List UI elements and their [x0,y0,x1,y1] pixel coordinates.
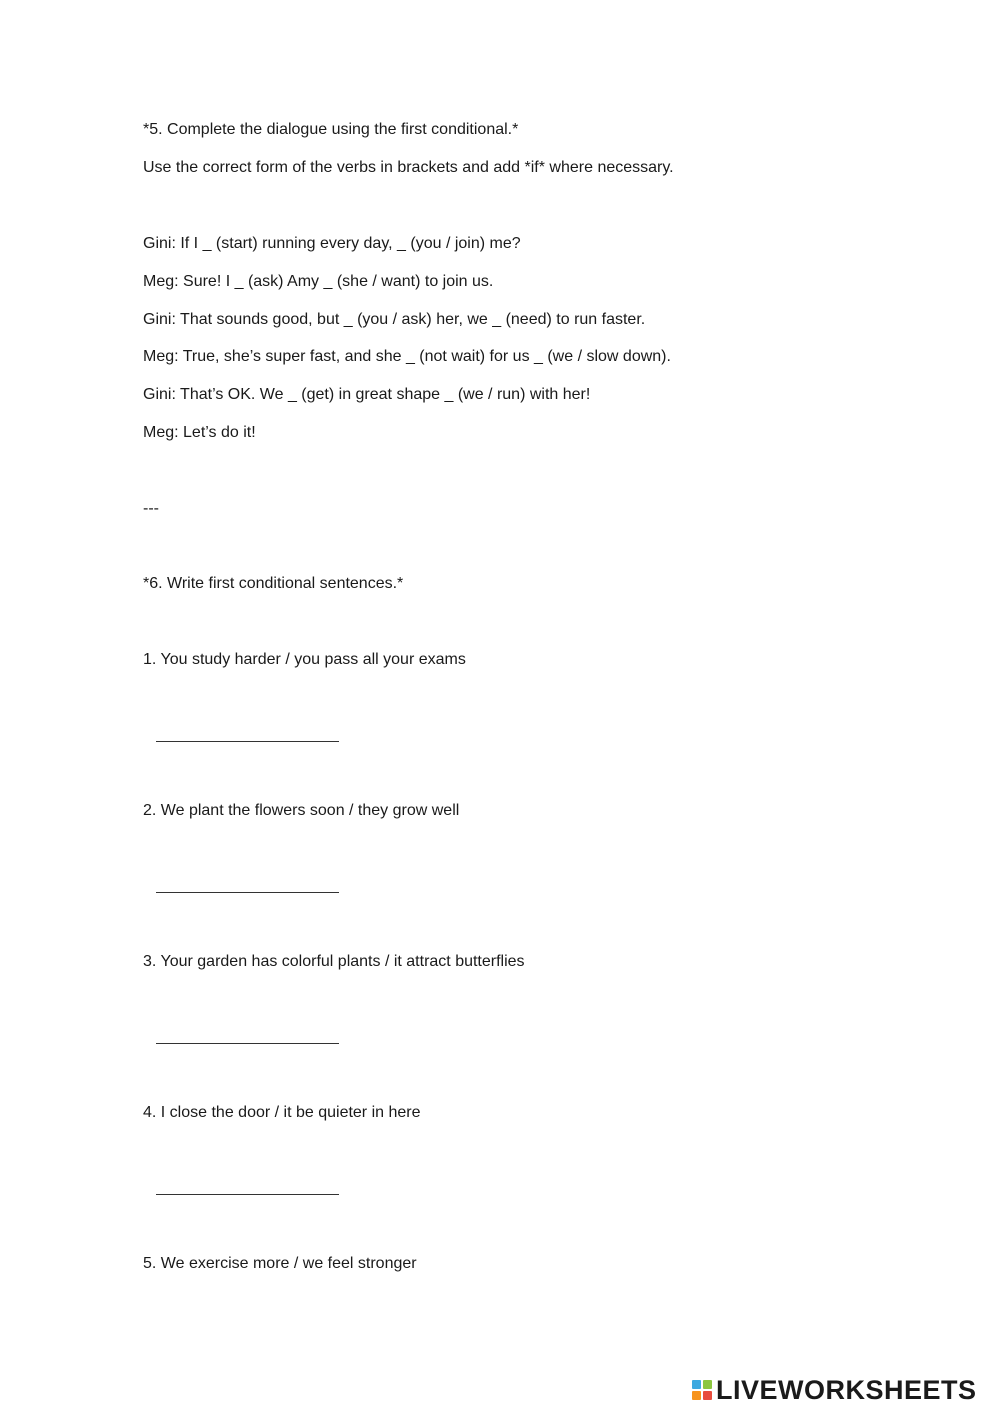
section-separator: --- [143,500,159,517]
exercise-item: 2. We plant the flowers soon / they grow well [143,802,460,819]
dialogue-line: Meg: Let’s do it! [143,424,256,441]
liveworksheets-logo [692,1376,977,1404]
exercise-5-title: *5. Complete the dialogue using the first conditional.* [143,121,519,138]
exercise-item: 3. Your garden has colorful plants / it attract butterflies [143,953,525,970]
answer-blank-4[interactable] [156,1194,339,1195]
exercise-5-instruction: Use the correct form of the verbs in brackets and add *if* where necessary. [143,159,674,176]
exercise-item: 4. I close the door / it be quieter in here [143,1104,421,1121]
brand-name: LIVEWORKSHEETS [716,1375,977,1405]
answer-blank-1[interactable] [156,741,339,742]
answer-blank-2[interactable] [156,892,339,893]
dialogue-line: Gini: If I _ (start) running every day, _ (you / join) me? [143,235,521,252]
dialogue-line: Gini: That sounds good, but _ (you / ask) her, we _ (need) to run faster. [143,311,646,328]
exercise-item: 5. We exercise more / we feel stronger [143,1255,417,1272]
liveworksheets-logo-icon [692,1378,712,1402]
dialogue-line: Gini: That’s OK. We _ (get) in great shape _ (we / run) with her! [143,386,591,403]
answer-blank-3[interactable] [156,1043,339,1044]
dialogue-line: Meg: True, she’s super fast, and she _ (not wait) for us _ (we / slow down). [143,348,671,365]
exercise-6-title: *6. Write first conditional sentences.* [143,575,404,592]
dialogue-line: Meg: Sure! I _ (ask) Amy _ (she / want) to join us. [143,273,494,290]
exercise-item: 1. You study harder / you pass all your exams [143,651,466,668]
